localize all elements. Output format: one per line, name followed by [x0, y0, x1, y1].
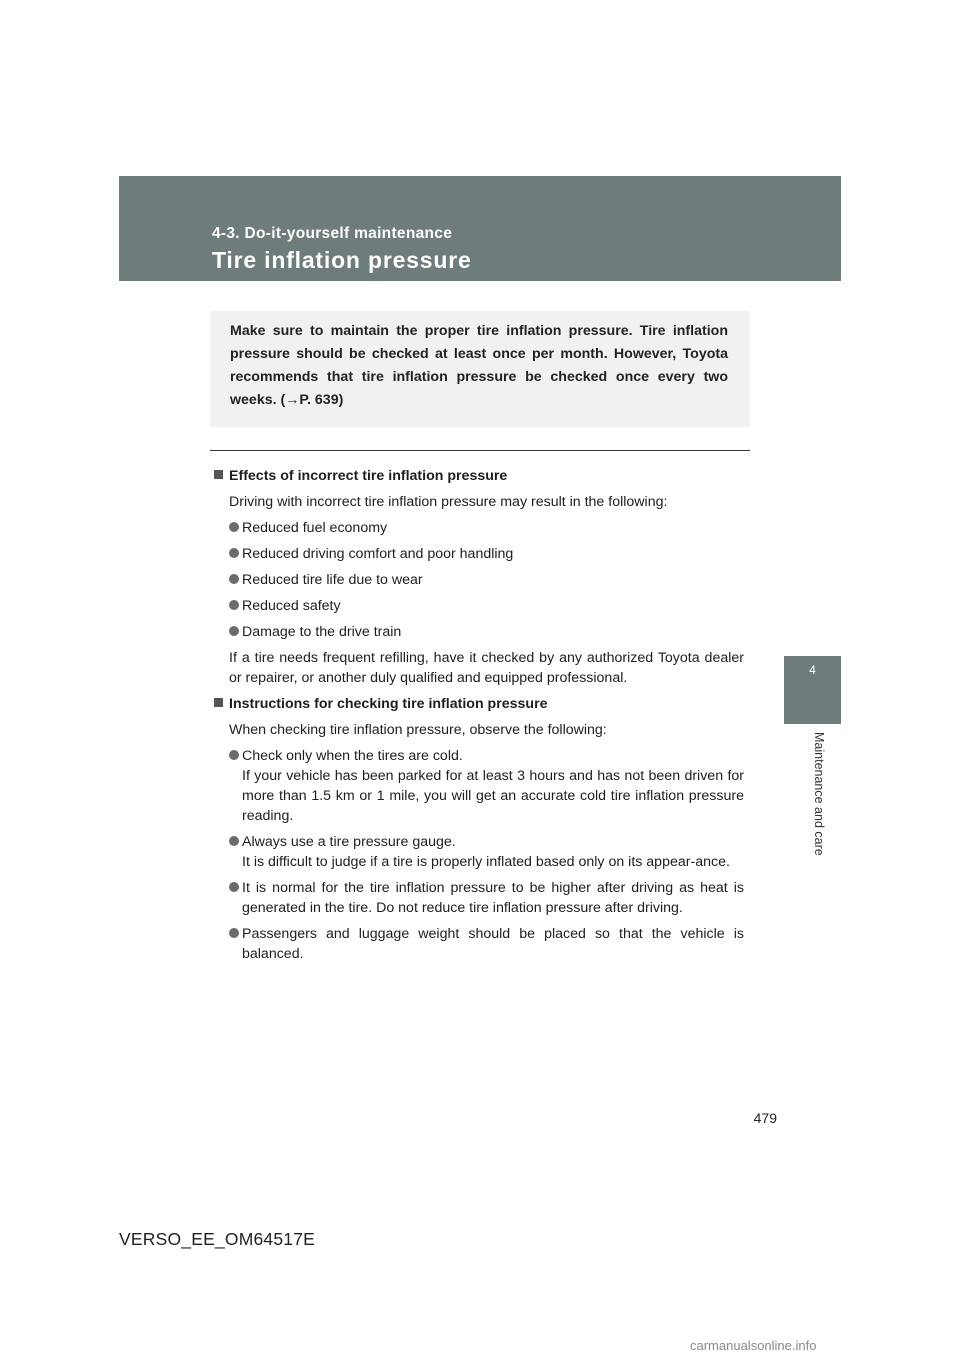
list-item	[229, 746, 744, 826]
section-heading-text: Instructions for checking tire inflation pressure	[229, 696, 548, 712]
list-item-text: Damage to the drive train	[242, 624, 402, 640]
list-item	[229, 878, 744, 918]
bullet-dot-icon	[229, 836, 239, 846]
chapter-number: 4	[809, 663, 816, 677]
list-item-title: Passengers and luggage weight should be placed so that the vehicle is balanced.	[242, 926, 744, 962]
divider	[210, 450, 750, 451]
list-item	[229, 518, 744, 538]
document-code: VERSO_EE_OM64517E	[119, 1229, 316, 1249]
list-item-text: Reduced safety	[242, 598, 341, 614]
list-item	[229, 622, 744, 642]
list-item-detail: If your vehicle has been parked for at least 3 hours and has not been driven for more than 1.5 km or 1 mile, you will get an accurate cold tire inflation pressure reading.	[242, 768, 744, 824]
list-item	[229, 570, 744, 590]
bullet-dot-icon	[229, 928, 239, 938]
list-item-title: Always use a tire pressure gauge.	[242, 834, 456, 850]
list-item	[229, 544, 744, 564]
square-bullet-icon	[214, 470, 223, 479]
section-heading-text: Effects of incorrect tire inflation pressure	[229, 468, 508, 484]
bullet-dot-icon	[229, 600, 239, 610]
section-heading-instructions	[214, 694, 744, 714]
content	[214, 466, 744, 970]
list-item-detail: It is difficult to judge if a tire is properly inflated based only on its appear-ance.	[242, 854, 730, 870]
list-item-text: Reduced driving comfort and poor handling	[242, 546, 514, 562]
list-item	[229, 832, 744, 872]
list-item-text: Reduced tire life due to wear	[242, 572, 423, 588]
intro-text: Make sure to maintain the proper tire inflation pressure. Tire inflation pressure should be checked at least once per month. However, Toyota recommends that tire inflation pressure be checked once every two weeks. (→P. 639)	[230, 323, 728, 408]
square-bullet-icon	[214, 698, 223, 707]
list-item-title: It is normal for the tire inflation pressure to be higher after driving as heat is generated in the tire. Do not reduce tire inflation pressure after driving.	[242, 880, 744, 916]
effects-list	[214, 518, 744, 642]
section-closing: If a tire needs frequent refilling, have it checked by any authorized Toyota dealer or repairer, or another duly qualified and equipped professional.	[229, 650, 744, 686]
list-item	[229, 924, 744, 964]
section-lead: Driving with incorrect tire inflation pressure may result in the following:	[229, 494, 668, 510]
list-item	[229, 596, 744, 616]
section-lead: When checking tire inflation pressure, observe the following:	[229, 722, 607, 738]
list-item-text: Reduced fuel economy	[242, 520, 388, 536]
bullet-dot-icon	[229, 522, 239, 532]
section-label: 4-3. Do-it-yourself maintenance	[212, 225, 453, 242]
bullet-dot-icon	[229, 882, 239, 892]
bullet-dot-icon	[229, 574, 239, 584]
instructions-list	[214, 746, 744, 964]
chapter-tab	[784, 656, 841, 724]
list-item-title: Check only when the tires are cold.	[242, 748, 463, 764]
section-heading-effects	[214, 466, 744, 486]
bullet-dot-icon	[229, 750, 239, 760]
page-title: Tire inflation pressure	[212, 247, 472, 273]
header-band	[119, 176, 841, 281]
bullet-dot-icon	[229, 548, 239, 558]
bullet-dot-icon	[229, 626, 239, 636]
page-number: 479	[753, 1110, 777, 1126]
intro-box	[210, 311, 750, 427]
watermark: carmanualsonline.info	[690, 1338, 817, 1353]
chapter-label: Maintenance and care	[812, 732, 826, 856]
